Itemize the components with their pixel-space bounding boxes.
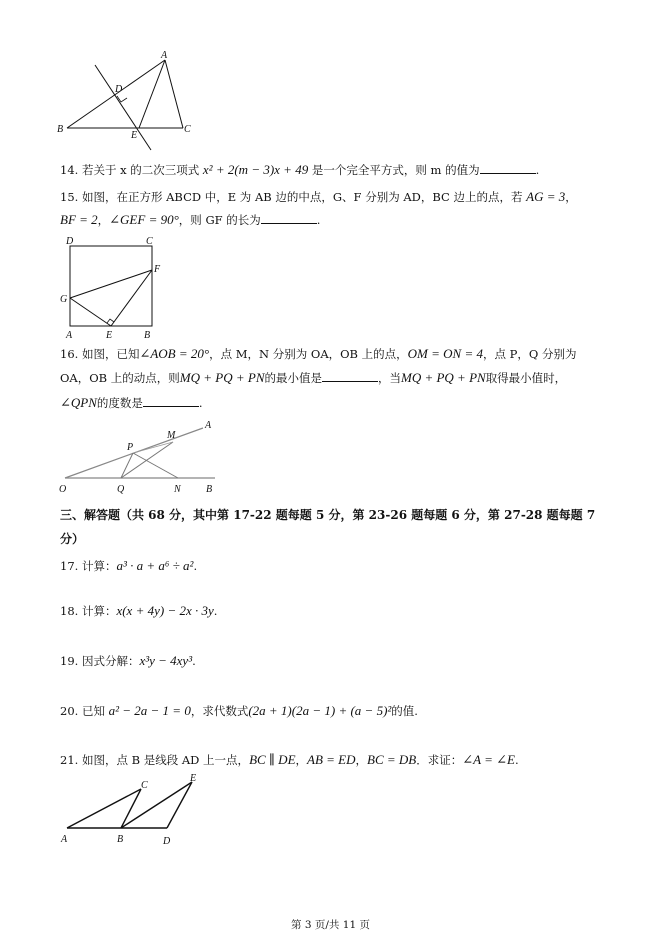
page-footer: 第 3 页/共 11 页 [291,919,370,931]
fig16-label-Q: Q [117,484,125,495]
fig15-label-A: A [66,330,73,340]
question-17: 17. 计算：a³ · a + a⁶ ÷ a². [60,558,198,573]
fig21-label-E: E [190,773,197,784]
answer-blank-14 [480,161,536,174]
answer-blank-15 [261,211,317,224]
section-3-heading-line-2: 分） [60,532,85,546]
fig21-label-B: B [117,834,124,845]
figure-q16 [55,416,225,500]
figure-q15 [58,232,168,340]
question-14: 14. 若关于 x 的二次三项式 x² + 2(m − 3)x + 49 是一个完全平方式，则 m 的值为 . [60,162,540,177]
figure-q13 [55,48,205,153]
question-15-line-1: 15. 如图，在正方形 ABCD 中，E 为 AB 边的中点，G、F 分别为 AD，BC 边上的点，若 AG = 3， [60,189,577,204]
fig13-label-A: A [161,50,168,61]
question-16-line-2: OA，OB 上的动点，则MQ + PQ + PN的最小值是 ，当MQ + PQ + PN取得最小值时， [60,370,567,385]
figure-q21 [55,772,215,852]
fig13-label-D: D [115,84,123,95]
fig15-label-E: E [106,330,113,340]
fig16-label-B: B [206,484,213,495]
question-16-line-3: ∠QPN的度数是 . [60,395,203,410]
answer-blank-16a [322,369,378,382]
fig13-label-C: C [184,124,191,135]
fig15-label-C: C [146,236,153,247]
question-18: 18. 计算：x(x + 4y) − 2x · 3y. [60,603,218,618]
fig16-label-O: O [59,484,67,495]
fig21-label-A: A [61,834,68,845]
question-21: 21. 如图，点 B 是线段 AD 上一点，BC ∥ DE，AB = ED，BC = DB．求证：∠A = ∠E. [60,752,519,767]
fig15-label-F: F [154,264,161,275]
question-15-line-2: BF = 2，∠GEF = 90°，则 GF 的长为 . [60,212,321,227]
fig21-label-D: D [163,836,171,847]
fig16-label-A: A [205,420,212,431]
question-20: 20. 已知 a² − 2a − 1 = 0，求代数式(2a + 1)(2a − 1) + (a − 5)²的值. [60,703,418,718]
fig16-label-N: N [174,484,181,495]
fig13-label-B: B [57,124,64,135]
fig16-label-M: M [167,430,176,441]
fig15-label-G: G [60,294,68,305]
fig21-label-C: C [141,780,148,791]
fig16-label-P: P [127,442,134,453]
section-3-heading-line-1: 三、解答题（共 68 分，其中第 17-22 题每题 5 分，第 23-26 题每题 6 分，第 27-28 题每题 7 [60,508,596,522]
question-19: 19. 因式分解：x³y − 4xy³. [60,653,196,668]
question-16-line-1: 16. 如图，已知∠AOB = 20°，点 M，N 分别为 OA，OB 上的点，OM = ON = 4，点 P，Q 分别为 [60,346,577,361]
fig15-label-D: D [66,236,74,247]
answer-blank-16b [143,394,199,407]
fig13-label-E: E [131,130,138,141]
fig15-label-B: B [144,330,151,340]
